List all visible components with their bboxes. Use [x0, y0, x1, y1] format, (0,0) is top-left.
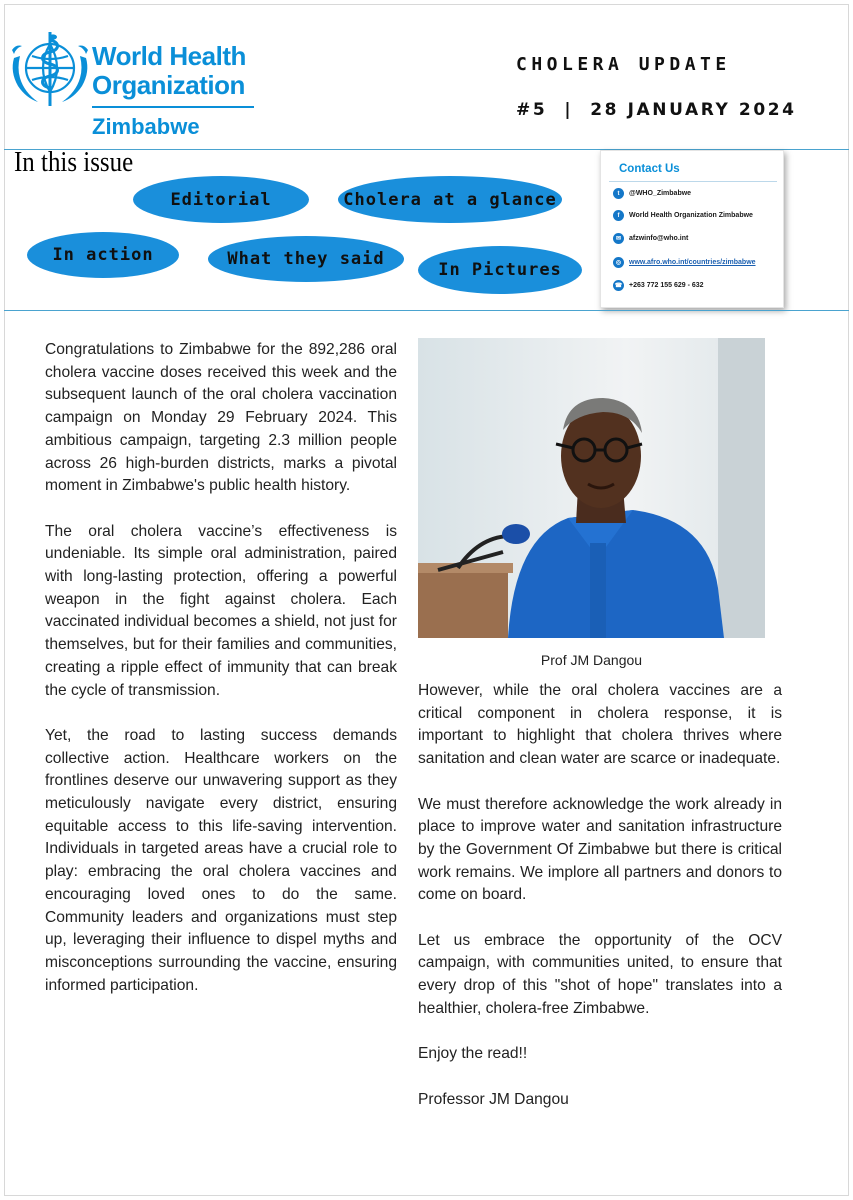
org-underline — [92, 106, 254, 108]
twitter-icon: t — [613, 188, 624, 199]
globe-icon: ◎ — [613, 257, 624, 268]
editorial-paragraph: Let us embrace the opportunity of the OCV campaign, with communities united, to ensure that every drop of this "shot of hope" translates into a healthier, cholera-free Zimbabwe. — [418, 931, 782, 1017]
contact-title: Contact Us — [619, 163, 680, 175]
org-name-line1: World Health — [92, 41, 246, 71]
contact-twitter[interactable] — [613, 188, 691, 199]
contact-facebook[interactable] — [613, 210, 753, 221]
contact-website[interactable] — [613, 257, 756, 268]
contact-twitter-handle: @WHO_Zimbabwe — [629, 190, 692, 197]
in-this-issue-heading: In this issue — [14, 146, 134, 178]
contact-phone[interactable] — [613, 280, 704, 291]
organization-name — [92, 42, 246, 100]
org-country: Zimbabwe — [92, 114, 200, 139]
issue-separator: | — [564, 100, 574, 120]
section-link-cholera-at-a-glance[interactable]: Cholera at a glance — [338, 176, 562, 223]
photo-caption: Prof JM Dangou — [540, 652, 643, 668]
contact-phone-number: +263 772 155 629 - 632 — [629, 282, 704, 289]
contact-facebook-name: World Health Organization Zimbabwe — [629, 212, 753, 219]
editorial-paragraph: Congratulations to Zimbabwe for the 892,286 oral cholera vaccine doses received this week and the subsequent launch of the oral cholera vaccination campaign on Monday 29 February 2024. This ambitious campaign, targeting 2.3 million people across 26 high-burden districts, marks a pivotal moment in Zimbabwe's public health history. — [45, 341, 397, 495]
contact-card — [600, 150, 784, 308]
section-link-what-they-said[interactable]: What they said — [208, 236, 404, 282]
issue-number: #5 — [516, 100, 548, 120]
issue-date: 28 JANUARY 2024 — [590, 100, 797, 120]
org-name-line2: Organization — [92, 70, 245, 100]
section-divider — [4, 310, 849, 311]
section-link-in-action[interactable]: In action — [27, 232, 179, 278]
speaker-photo — [418, 338, 765, 638]
contact-divider — [609, 181, 777, 182]
section-link-in-pictures[interactable]: In Pictures — [418, 246, 582, 294]
speaker-illustration — [418, 338, 765, 638]
issue-line — [516, 100, 797, 120]
update-title: CHOLERA UPDATE — [516, 54, 731, 75]
editorial-closing: Enjoy the read!! — [418, 1045, 528, 1063]
who-emblem-logo — [8, 28, 92, 112]
contact-email[interactable] — [613, 233, 688, 244]
editorial-signature: Professor JM Dangou — [418, 1090, 569, 1108]
editorial-left-column — [45, 339, 397, 1020]
email-icon: ✉ — [613, 233, 624, 244]
contact-website-url: www.afro.who.int/countries/zimbabwe — [629, 259, 756, 266]
editorial-paragraph: The oral cholera vaccine’s effectiveness is undeniable. Its simple oral administration, paired with long-lasting protection, offering a powerful weapon in the fight against cholera. Each vaccinated individual becomes a shield, not just for themselves, but for their families and communities, creating a ripple effect of immunity that can break the cycle of transmission. — [45, 522, 397, 699]
editorial-right-column — [418, 680, 782, 1134]
facebook-icon: f — [613, 210, 624, 221]
editorial-paragraph: However, while the oral cholera vaccines are a critical component in cholera response, it is important to highlight that cholera thrives where sanitation and clean water are scarce or inadequate. — [418, 682, 782, 768]
editorial-paragraph: Yet, the road to lasting success demands collective action. Healthcare workers on the frontlines deserve our unwavering support as they meticulously navigate every district, ensuring equitable access to this life-saving intervention. Individuals in targeted areas have a crucial role to play: embracing the oral cholera vaccines and encouraging loved ones to do the same. Community leaders and organizations must step up, leveraging their influence to dispel myths and misconceptions surrounding the vaccine, ensuring informed participation. — [45, 726, 397, 994]
section-link-editorial[interactable]: Editorial — [133, 176, 309, 223]
phone-icon: ☎ — [613, 280, 624, 291]
editorial-paragraph: We must therefore acknowledge the work already in place to improve water and sanitation infrastructure by the Government Of Zimbabwe but there is critical work remains. We implore all partners and donors to come on board. — [418, 795, 782, 904]
contact-email-address: afzwinfo@who.int — [629, 235, 689, 242]
